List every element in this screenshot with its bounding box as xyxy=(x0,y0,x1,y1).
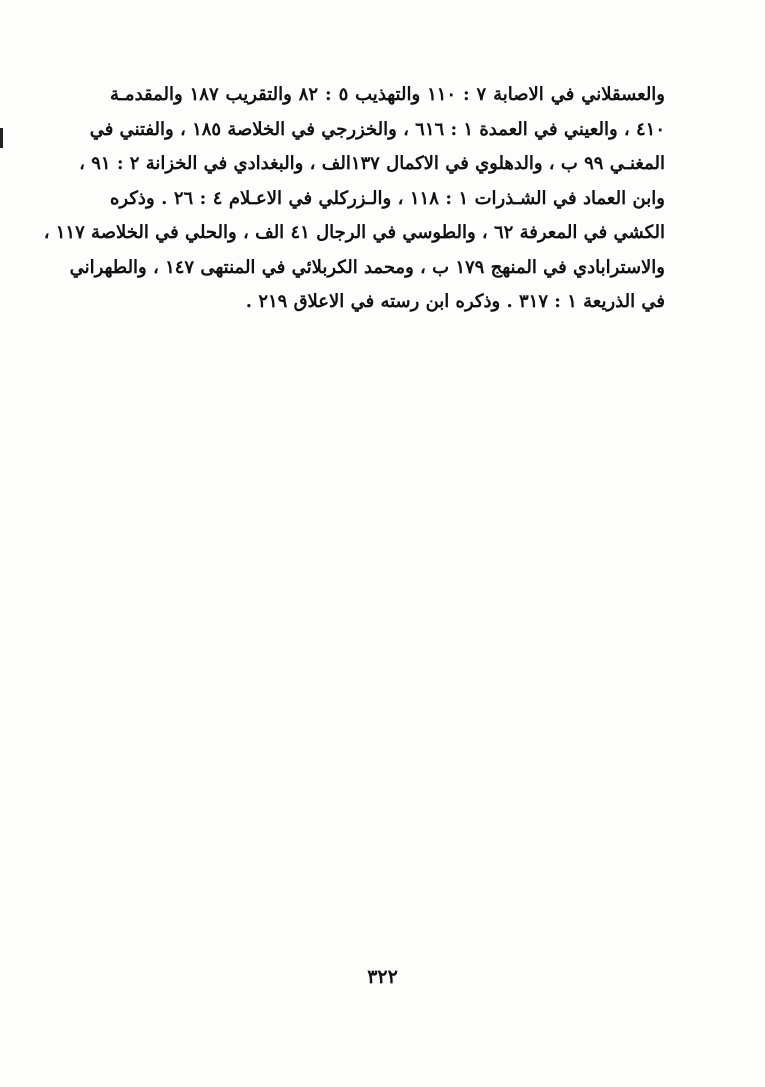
scan-edge-mark xyxy=(0,128,3,148)
page-number: ٣٢٢ xyxy=(367,966,398,988)
text-line: ٤١٠ ، والعيني في العمدة ١ : ٦١٦ ، والخزرجي في الخلاصة ١٨٥ ، والفتني في xyxy=(89,118,665,140)
text-line: في الذريعة ١ : ٣١٧ . وذكره ابن رسته في الاعلاق ٢١٩ . xyxy=(245,291,665,312)
text-line: المغنـي ٩٩ ب ، والدهلوي في الاكمال ١٣٧الف ، والبغدادي في الخزانة ٢ : ٩١ ، xyxy=(79,153,665,174)
text-line: وابن العماد في الشـذرات ١ : ١١٨ ، والـزركلي في الاعـلام ٤ : ٢٦ . وذكره xyxy=(110,187,665,209)
text-line: والعسقلاني في الاصابة ٧ : ١١٠ والتهذيب ٥ : ٨٢ والتقريب ١٨٧ والمقدمـة xyxy=(110,84,665,105)
footnote-text-block xyxy=(43,78,665,320)
text-line: الكشي في المعرفة ٦٢ ، والطوسي في الرجال ٤١ الف ، والحلي في الخلاصة ١١٧ ، xyxy=(43,222,665,243)
text-line: والاسترابادي في المنهج ١٧٩ ب ، ومحمد الكربلائي في المنتهى ١٤٧ ، والطهراني xyxy=(69,256,665,278)
